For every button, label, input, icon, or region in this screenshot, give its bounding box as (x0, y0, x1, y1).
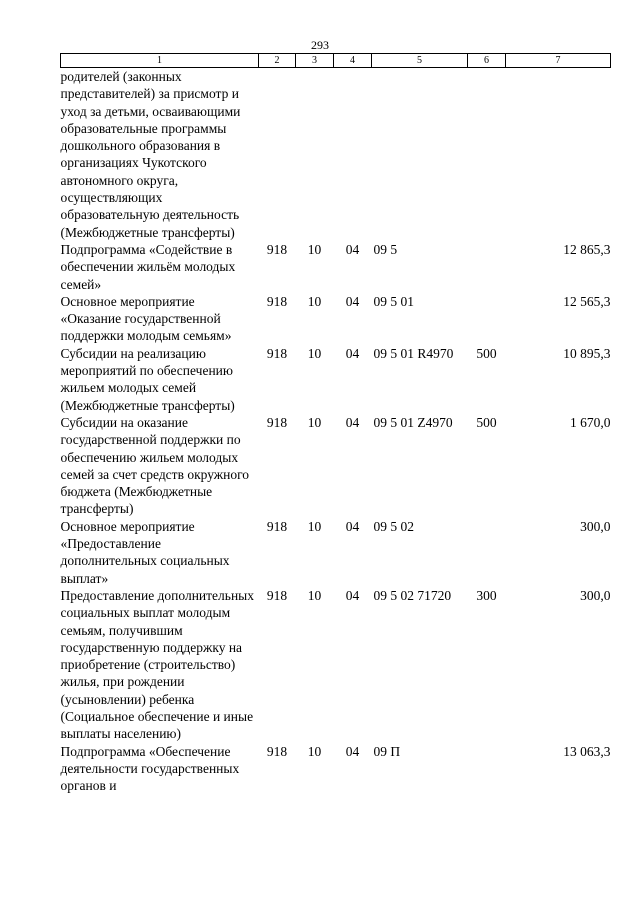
row-expense-type (468, 241, 506, 293)
row-grbs: 918 (266, 587, 288, 603)
row-section (296, 68, 334, 241)
row-target-article: 09 5 01 R4970 (373, 345, 454, 361)
row-name: Субсидии на реализацию мероприятий по обеспечению жильем молодых семей (Межбюджетные трансферты) (60, 345, 235, 413)
row-section: 10 (307, 293, 322, 309)
row-name: Основное мероприятие «Оказание государственной поддержки молодым семьям» (60, 293, 232, 344)
row-name: Предоставление дополнительных социальных выплат молодым семьям, получившим государственную поддержку на приобретение (строительство) жилья, при рождении (усыновлении) ребенка (Социальное обеспечение и иные выплаты населению) (60, 587, 254, 742)
table-row (61, 414, 611, 518)
row-grbs: 918 (266, 414, 288, 430)
row-expense-type: 500 (476, 345, 497, 361)
column-header: 2 (259, 54, 296, 68)
row-subsection: 04 (345, 414, 360, 430)
column-header: 4 (334, 54, 372, 68)
row-amount: 10 895,3 (563, 345, 611, 361)
row-expense-type (468, 518, 506, 587)
row-subsection: 04 (345, 518, 360, 534)
row-section: 10 (307, 414, 322, 430)
row-target-article: 09 П (373, 743, 401, 759)
row-section: 10 (307, 345, 322, 361)
table-row (61, 518, 611, 587)
row-section: 10 (307, 241, 322, 257)
row-grbs: 918 (266, 518, 288, 534)
row-target-article: 09 5 02 71720 (373, 587, 452, 603)
table-row (61, 68, 611, 241)
row-amount: 300,0 (580, 518, 611, 534)
row-target-article: 09 5 (373, 241, 398, 257)
row-grbs (259, 68, 296, 241)
row-amount: 12 865,3 (563, 241, 611, 257)
row-name: Подпрограмма «Обеспечение деятельности государственных органов и (60, 743, 240, 794)
column-header: 7 (506, 54, 611, 68)
row-amount: 1 670,0 (570, 414, 611, 430)
row-section: 10 (307, 743, 322, 759)
row-target-article: 09 5 01 (373, 293, 414, 309)
table-row (61, 587, 611, 743)
header-row (61, 54, 611, 68)
row-subsection: 04 (345, 345, 360, 361)
table-row (61, 345, 611, 414)
row-grbs: 918 (266, 743, 288, 759)
row-target-article: 09 5 01 Z4970 (373, 414, 453, 430)
table-row (61, 241, 611, 293)
row-expense-type: 500 (476, 414, 497, 430)
row-subsection: 04 (345, 743, 360, 759)
page-number: 293 (311, 38, 329, 52)
row-name: Подпрограмма «Содействие в обеспечении жильём молодых семей» (60, 241, 236, 292)
row-section: 10 (307, 587, 322, 603)
row-name: родителей (законных представителей) за присмотр и уход за детьми, осваивающими образовательные программы дошкольного образования в организациях Чукотского автономного округа, осуществляющих образовательную деятельность (Межбюджетные трансферты) (60, 69, 241, 240)
row-grbs: 918 (266, 293, 288, 309)
row-subsection: 04 (345, 293, 360, 309)
row-grbs: 918 (266, 241, 288, 257)
table-row (61, 743, 611, 795)
budget-table (60, 53, 611, 794)
row-name: Субсидии на оказание государственной поддержки по обеспечению жильем молодых семей за счет средств окружного бюджета (Межбюджетные трансферты) (60, 414, 250, 517)
row-expense-type (468, 68, 506, 241)
row-expense-type: 300 (476, 587, 497, 603)
row-name: Основное мероприятие «Предоставление дополнительных социальных выплат» (60, 518, 230, 586)
row-grbs: 918 (266, 345, 288, 361)
column-header: 5 (372, 54, 468, 68)
row-amount: 300,0 (580, 587, 611, 603)
row-subsection: 04 (345, 241, 360, 257)
column-header: 1 (61, 54, 259, 68)
column-header: 6 (468, 54, 506, 68)
row-section: 10 (307, 518, 322, 534)
row-target-article: 09 5 02 (373, 518, 414, 534)
column-header: 3 (296, 54, 334, 68)
row-amount: 12 565,3 (563, 293, 611, 309)
table-row (61, 293, 611, 345)
row-subsection: 04 (345, 587, 360, 603)
row-amount: 13 063,3 (563, 743, 611, 759)
row-target-article (372, 68, 468, 241)
row-expense-type (468, 293, 506, 345)
row-amount (506, 68, 611, 241)
row-subsection (334, 68, 372, 241)
row-expense-type (468, 743, 506, 795)
